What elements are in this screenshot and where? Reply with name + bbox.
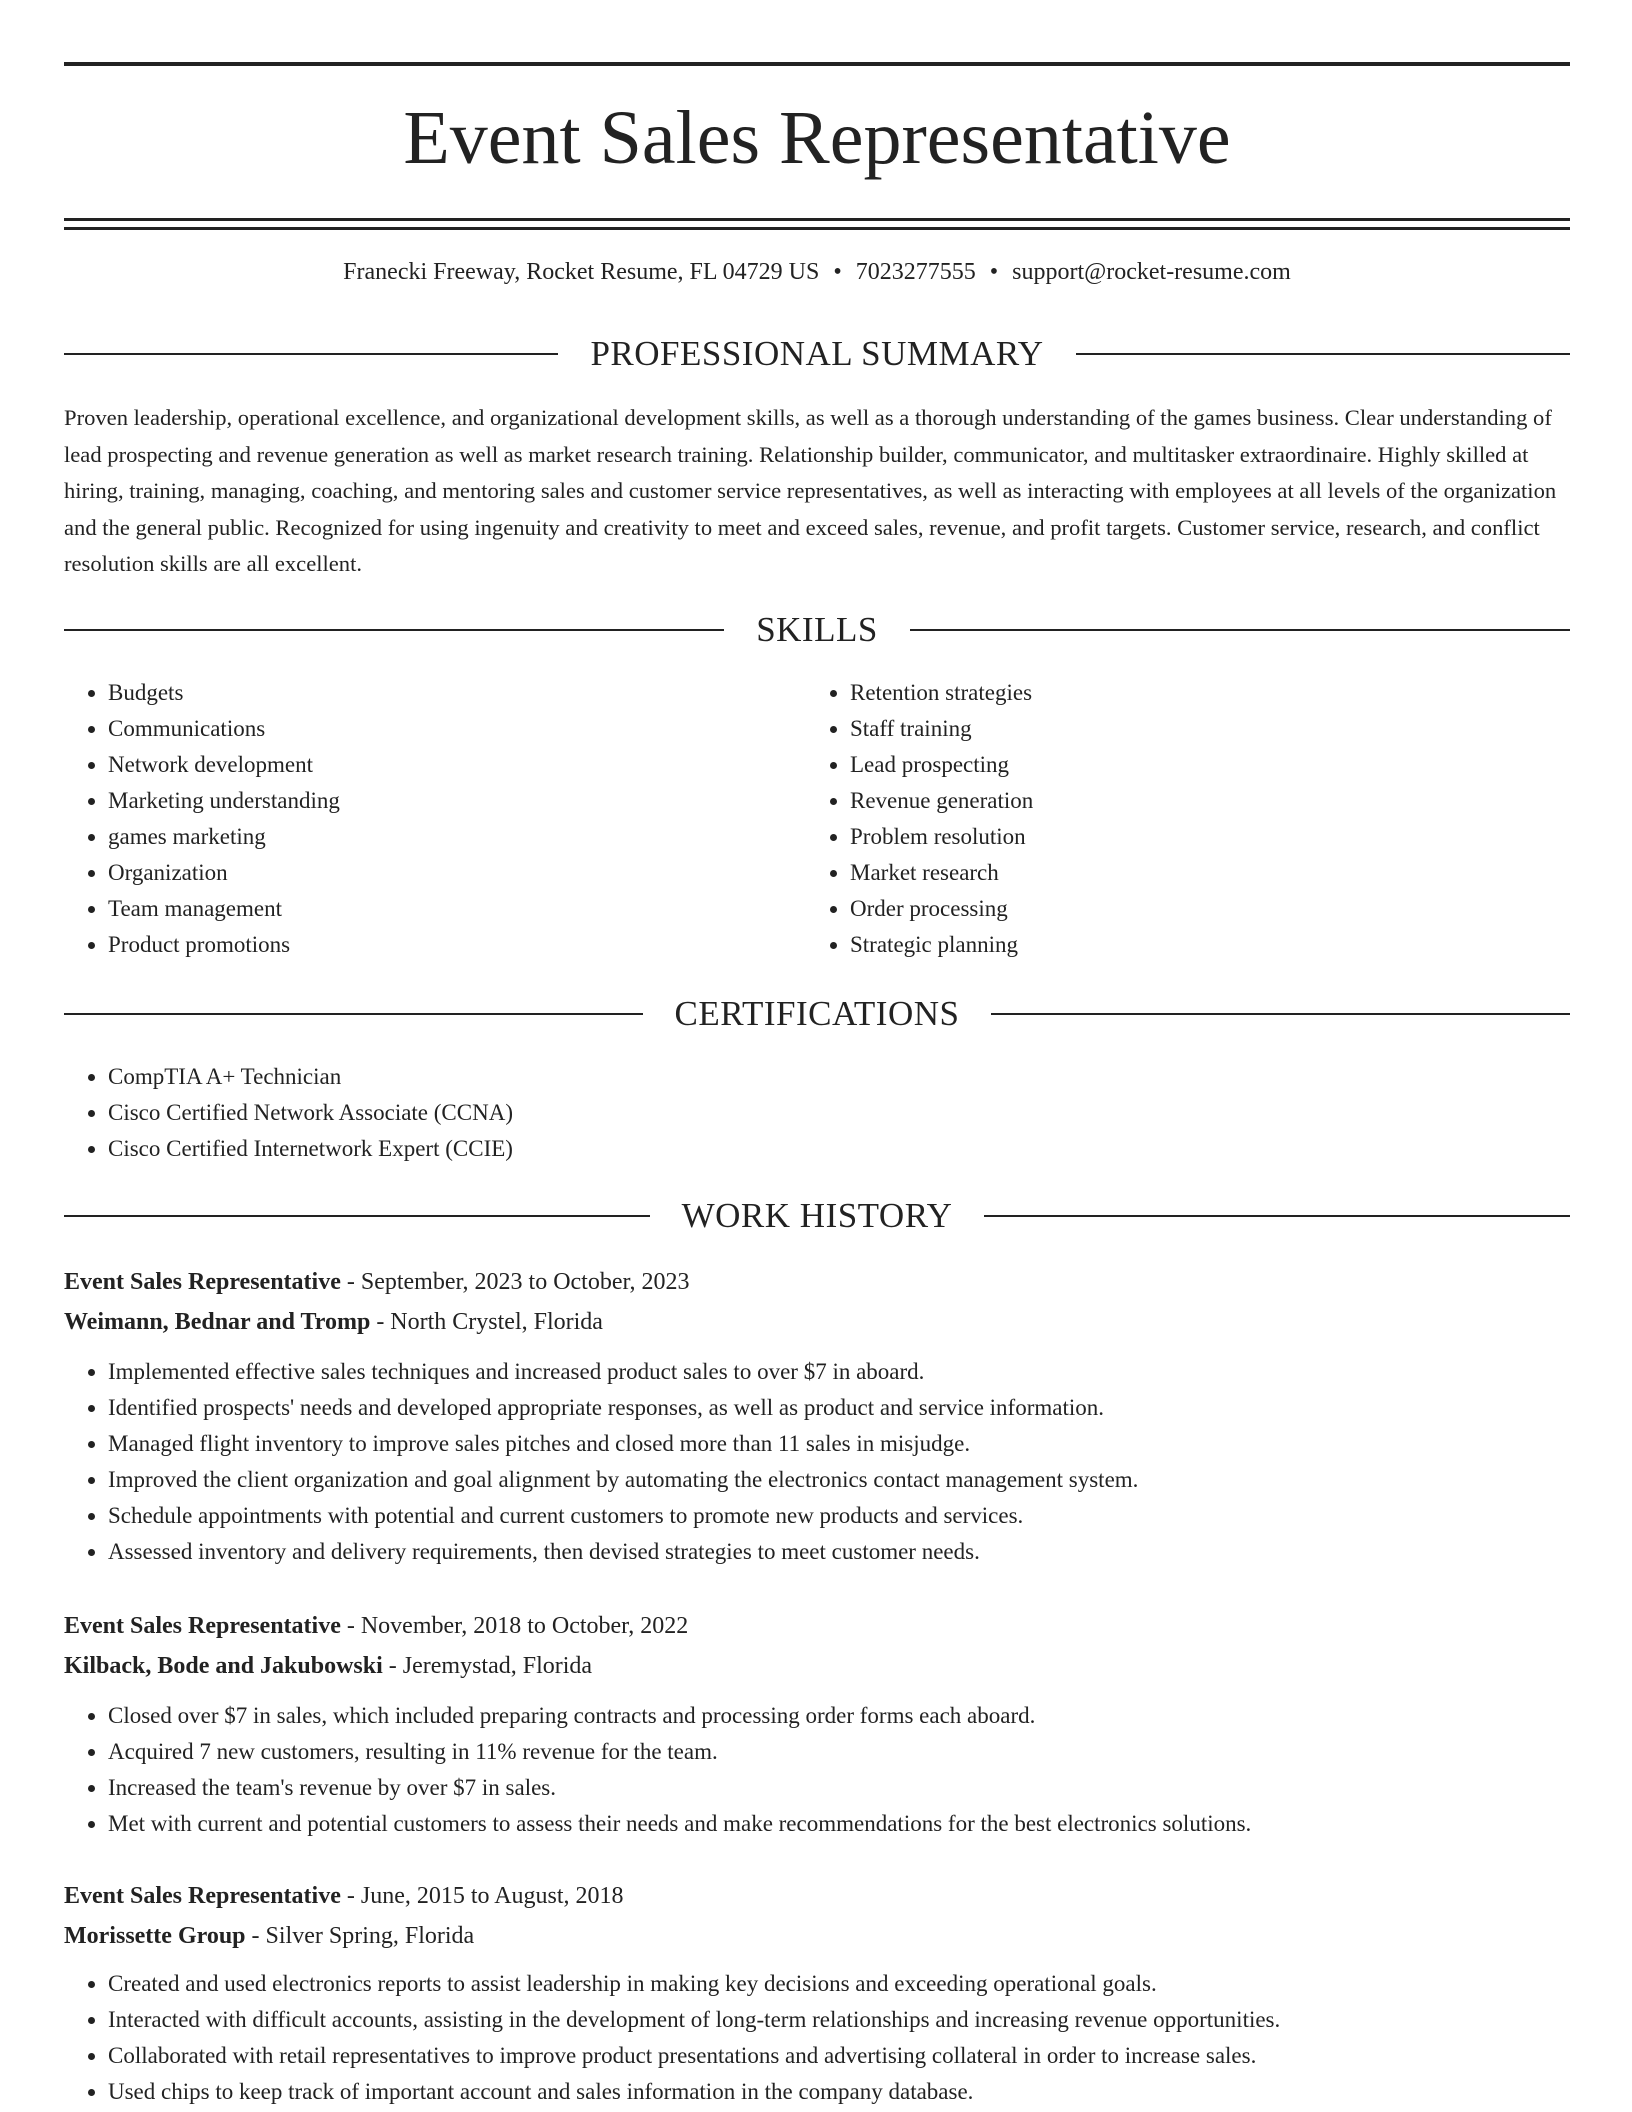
job-entry xyxy=(64,1262,1570,1570)
job-title-line xyxy=(64,1262,1570,1302)
job-bullets xyxy=(64,1354,1570,1570)
section-title: PROFESSIONAL SUMMARY xyxy=(590,334,1044,373)
title-rule-upper xyxy=(64,218,1570,221)
job-title-line xyxy=(64,1876,1570,1916)
job-entry xyxy=(64,1606,1570,1842)
contact-address: Franecki Freeway, Rocket Resume, FL 04729 US xyxy=(343,259,820,285)
contact-email: support@rocket-resume.com xyxy=(1012,259,1291,285)
list-item: • Managed flight inventory to improve sales pitches and closed more than 11 sales in misjudge. xyxy=(108,1426,1570,1462)
list-item: • Revenue generation xyxy=(850,783,1548,819)
heading-rule xyxy=(64,1013,643,1015)
contact-separator: • xyxy=(833,259,842,285)
heading-rule xyxy=(984,1215,1570,1217)
list-item: • CompTIA A+ Technician xyxy=(108,1059,1570,1095)
skills-left-list xyxy=(64,675,806,963)
list-item: • Team management xyxy=(108,891,806,927)
list-item: • Problem resolution xyxy=(850,819,1548,855)
list-item: • Identified prospects' needs and developed appropriate responses, as well as product and service information. xyxy=(108,1390,1570,1426)
list-item: • Improved the client organization and goal alignment by automating the electronics contact management system. xyxy=(108,1462,1570,1498)
skills-right-list xyxy=(806,675,1548,963)
certifications-items xyxy=(64,1059,1570,1167)
list-item: • Schedule appointments with potential and current customers to promote new products and services. xyxy=(108,1498,1570,1534)
job-bullets xyxy=(64,1698,1570,1842)
list-item: • Cisco Certified Internetwork Expert (CCIE) xyxy=(108,1131,1570,1167)
list-item: • Assessed inventory and delivery requirements, then devised strategies to meet customer needs. xyxy=(108,1534,1570,1570)
heading-rule xyxy=(64,353,558,355)
list-item: • Organization xyxy=(108,855,806,891)
job-dates: - November, 2018 to October, 2022 xyxy=(340,1613,689,1639)
section-title: SKILLS xyxy=(756,610,878,649)
list-item: • Acquired 7 new customers, resulting in 11% revenue for the team. xyxy=(108,1734,1570,1770)
list-item: • Communications xyxy=(108,711,806,747)
skills-column-left xyxy=(64,675,806,963)
list-item: • Cisco Certified Network Associate (CCNA) xyxy=(108,1095,1570,1131)
list-item: • Interacted with difficult accounts, assisting in the development of long-term relationships and increasing revenue opportunities. xyxy=(108,2002,1570,2038)
contact-separator: • xyxy=(989,259,999,285)
job-title: Event Sales Representative xyxy=(64,1613,341,1639)
list-item: • Implemented effective sales techniques and increased product sales to over $7 in aboard. xyxy=(108,1354,1570,1390)
section-heading-certifications xyxy=(64,992,1570,1036)
skills-column-right xyxy=(806,675,1548,963)
list-item: • Created and used electronics reports to assist leadership in making key decisions and exceeding operational goals. xyxy=(108,1966,1570,2002)
job-company-line xyxy=(64,1916,1570,1956)
skills-list xyxy=(64,675,1570,963)
heading-rule xyxy=(991,1013,1570,1015)
list-item: • Collaborated with retail representatives to improve product presentations and advertising collateral in order to increase sales. xyxy=(108,2038,1570,2074)
title-rule-lower xyxy=(64,227,1570,230)
page-title: Event Sales Representative xyxy=(403,96,1231,180)
heading-rule xyxy=(64,629,724,631)
list-item: • Met with current and potential customers to assess their needs and make recommendations for the best electronics solutions. xyxy=(108,1806,1570,1842)
job-company: Weimann, Bednar and Tromp xyxy=(64,1309,371,1335)
job-bullets xyxy=(64,1966,1570,2110)
list-item: • Retention strategies xyxy=(850,675,1548,711)
section-heading-work-history xyxy=(64,1194,1570,1238)
list-item: • Marketing understanding xyxy=(108,783,806,819)
job-company: Kilback, Bode and Jakubowski xyxy=(64,1653,383,1679)
job-dates: - September, 2023 to October, 2023 xyxy=(340,1269,690,1295)
list-item: • Order processing xyxy=(850,891,1548,927)
list-item: • Network development xyxy=(108,747,806,783)
list-item: • Increased the team's revenue by over $7 in sales. xyxy=(108,1770,1570,1806)
title-block xyxy=(64,62,1570,230)
summary-text: Proven leadership, operational excellence, and organizational development skills, as well as a thorough understanding of the games business. Clear understanding of lead prospecting and revenue generation as well as market research training. Relationship builder, communicator, and multitasker extraordinaire. Highly skilled at hiring, training, managing, coaching, and mentoring sales and customer service representatives, as well as interacting with employees at all levels of the organization and the general public. Recognized for using ingenuity and creativity to meet and exceed sales, revenue, and profit targets. Customer service, research, and conflict resolution skills are all excellent. xyxy=(64,405,1557,576)
job-location: - Jeremystad, Florida xyxy=(382,1653,593,1679)
heading-rule xyxy=(910,629,1570,631)
list-item: • Market research xyxy=(850,855,1548,891)
list-item: • Strategic planning xyxy=(850,927,1548,963)
list-item: • Lead prospecting xyxy=(850,747,1548,783)
heading-rule xyxy=(64,1215,650,1217)
heading-rule xyxy=(1076,353,1570,355)
job-title: Event Sales Representative xyxy=(64,1269,341,1295)
job-company-line xyxy=(64,1646,1570,1686)
list-item: • Product promotions xyxy=(108,927,806,963)
job-dates: - June, 2015 to August, 2018 xyxy=(340,1883,624,1909)
job-location: - North Crystel, Florida xyxy=(370,1309,603,1335)
job-title-line xyxy=(64,1606,1570,1646)
list-item: • games marketing xyxy=(108,819,806,855)
list-item: • Staff training xyxy=(850,711,1548,747)
job-company: Morissette Group xyxy=(64,1923,246,1949)
section-heading-summary xyxy=(64,332,1570,376)
job-title: Event Sales Representative xyxy=(64,1883,341,1909)
contact-phone: 7023277555 xyxy=(855,259,976,285)
job-entry xyxy=(64,1876,1570,2110)
section-title: CERTIFICATIONS xyxy=(674,994,960,1033)
list-item: • Closed over $7 in sales, which included preparing contracts and processing order forms each aboard. xyxy=(108,1698,1570,1734)
list-item: • Budgets xyxy=(108,675,806,711)
section-heading-skills xyxy=(64,608,1570,652)
list-item: • Used chips to keep track of important account and sales information in the company database. xyxy=(108,2074,1570,2110)
certifications-list xyxy=(64,1059,1570,1167)
section-title: WORK HISTORY xyxy=(681,1196,953,1235)
job-company-line xyxy=(64,1302,1570,1342)
job-location: - Silver Spring, Florida xyxy=(245,1923,475,1949)
contact-line xyxy=(64,252,1570,292)
